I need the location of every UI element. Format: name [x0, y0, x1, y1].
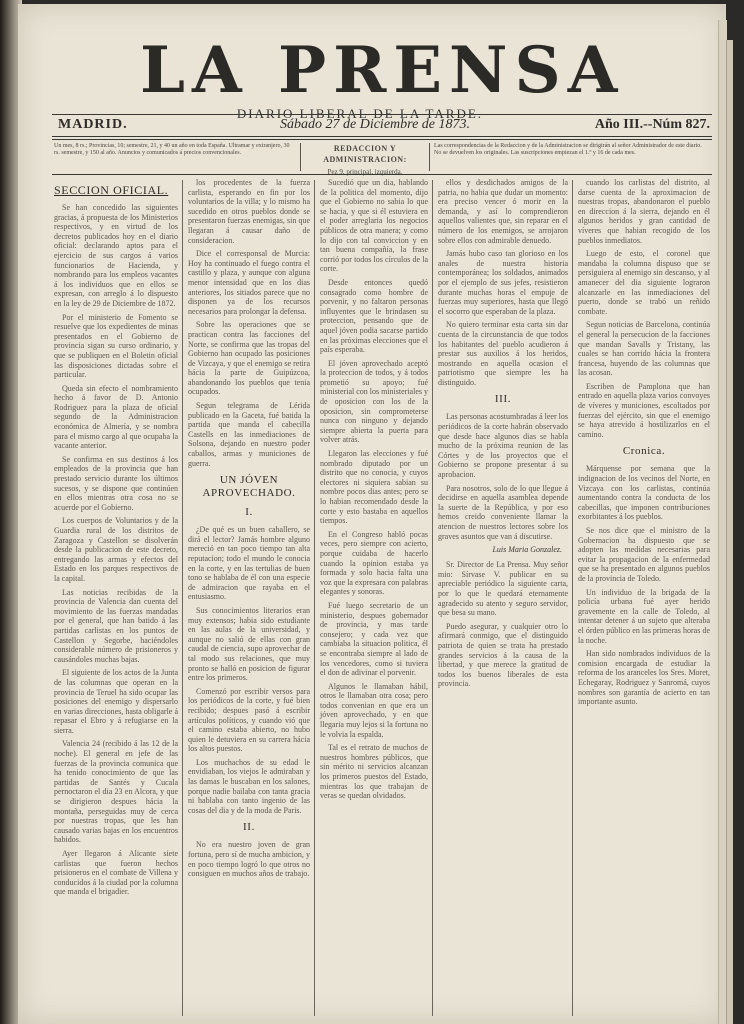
article-paragraph: Llegaron las elecciones y fué nombrado diputado por un distrito que no conocia, y cuyos electores ni siquiera sabian su nombre pocos dias antes; pero se lo habian recomendado desde la corte y esto bastaba en aquellos tiempos. [320, 449, 428, 526]
section-heading: I. [245, 506, 253, 519]
section-heading: II. [243, 821, 255, 834]
article-paragraph: Los cuerpos de Voluntarios y de la Guardia rural de los distritos de Zaragoza y Castellon se disolverán desde la publicacion de este decreto, entregando las armas y efectos del Estado en los parques respectivos de la capital. [54, 516, 178, 583]
article-paragraph: los procedentes de la fuerza carlista, esperando en fin por los voluntarios de la villa; y lo mismo ha sucedido en otros pueblos donde se presentaron fuerzas enemigas, sin que llegaran á causar daño de consideracion. [188, 178, 310, 245]
rule-middle [52, 136, 712, 137]
article-paragraph: Se nos dice que el ministro de la Gobernacion ha dispuesto que se adopten las medidas necesarias para evitar la propagacion de la enfermedad que se ha presentado en algunos pueblos de la provincia de Toledo. [578, 526, 710, 583]
article-paragraph: Sr. Director de La Prensa. Muy señor mio: Sírvase V. publicar en su apreciable periódico la siguiente carta, por lo que le quedará eternamente agradecido su atento y seguro servidor, que besa su mano. [438, 560, 568, 618]
article-paragraph: Las personas acostumbradas á leer los periódicos de la corte habrán observado que desde hace algunos dias se habla mucho de la próxima reunion de las Córtes y de los proyectos que el Gobierno se propone presentar á su aprobacion. [438, 412, 568, 480]
article-paragraph: Los muchachos de su edad le envidiaban, los viejos le admiraban y las damas le buscaban en los salones, porque nadie bailaba con tanta gracia ni hablaba con tanto ingenio de las cosas del dia y de la moda de Paris. [188, 757, 310, 815]
rule-bottom [52, 174, 712, 175]
article-paragraph: Luego de esto, el coronel que mandaba la columna dispuso que se persiguiera al enemigo sin descanso, y al amanecer del dia siguiente lograron alcanzarle en las inmediaciones del puerto, donde se trabó un reñido combate. [578, 249, 710, 316]
article-paragraph: Desde entonces quedó consagrado como hombre de porvenir, y no faltaron personas influyentes que le brindasen su proteccion, pensando que de aquel jóven podia sacarse partido en las próximas elecciones que el país esperaba. [320, 277, 428, 355]
page-edges-back [726, 40, 733, 1024]
article-paragraph: El jóven aprovechado aceptó la proteccion de todos, y á todos prometió su apoyo; fué ministerial con los ministeriales y de oposicion con los de la oposicion, sin comprometerse nunca con ninguno y dejando siempre abierta la puerta para volver atrás. [320, 358, 428, 445]
article-paragraph: No quiero terminar esta carta sin dar cuenta de la circunstancia de que todos los habitantes del pueblo acudieron á prestar sus auxilios á los heridos, mostrando en aquella ocasion el patriotismo que siempre les ha distinguido. [438, 320, 568, 387]
article-paragraph: ¿De qué es un buen caballero, se dirá el lector? Jamás hombre alguno mereció en tan poco tiempo tan alta reputacion; todo el mundo le conocia en la corte, y en las tertulias de buen tono se hablaba de él con una especie de admiracion que rayaba en el entusiasmo. [188, 525, 310, 602]
article-paragraph: Sucedió que un dia, hablando de la politica del momento, dijo que el Gobierno no sabia lo que se hacia, y que si él estuviera en el poder arreglaria los negocios públicos de otra manera; y como lo dijo con tal conviccion y en tan buena compañía, la frase corrió por todos los círculos de la corte. [320, 178, 428, 274]
section-heading: UN JÓVEN APROVECHADO. [202, 474, 296, 500]
article-paragraph: Comenzó por escribir versos para los periódicos de la corte, y fué bien recibido; despues pasó á escribir artículos políticos, y cuando vió que el camino estaba abierto, no hubo quien le detuviera en su carrera hácia los altos puestos. [188, 686, 310, 754]
column-2 [188, 178, 310, 1018]
column-separator [432, 180, 433, 1016]
article-paragraph: Se han concedido las siguientes gracias, á propuesta de los Ministerios respectivos, y en virtud de los decretos publicados hoy en el diario oficial: declarando aptos para el ejercicio de sus cargos á varios funcionarios de Hacienda, y nombrando para los empleos vacantes á los individuos que en ellos se expresan, con arreglo á lo dispuesto en la ley de 29 de Diciembre de 1872. [54, 203, 178, 308]
article-paragraph: Segun noticias de Barcelona, continúa el general la persecucion de la facciones que mandan Savalls y Tristany, las cuales se han corrido hácia la frontera francesa, huyendo de las columnas que las acosan. [578, 320, 710, 378]
office-title: REDACCION Y ADMINISTRACION: [323, 144, 407, 164]
column-5 [578, 178, 710, 1018]
column-3 [320, 178, 428, 1018]
city: MADRID. [58, 117, 128, 132]
column-1 [54, 178, 178, 1018]
article-paragraph: Sus conocimientos literarios eran muy extensos; habia sido estudiante en las aulas de la universidad, y aunque no salió de ellas con gran caudal de ciencia, supo aprovechar de tal modo sus relaciones, que muy pronto se halló en posicion de figurar entre los primeros. [188, 605, 310, 683]
article-paragraph: cuando los carlistas del distrito, al darse cuenta de la aproximacion de nuestras tropas, abandonaron el pueblo en direccion á la sierra, dejando en él algunos heridos y gran cantidad de víveres que habian recogido de los pueblos inmediatos. [578, 178, 710, 245]
article-paragraph: Han sido nombrados individuos de la comision encargada de estudiar la reforma de los aranceles los Sres. Moret, Echegaray, Rodriguez y Sanromá, cuyos nombres son garantía de acierto en tan importante asunto. [578, 649, 710, 707]
column-separator [314, 180, 315, 1016]
article-paragraph: Algunos le llamaban hábil, otros le llamaban otra cosa; pero todos convenian en que era un jóven aprovechado, y en que llegaria muy lejos si la fortuna no le volvia la espalda. [320, 681, 428, 739]
article-paragraph: Dice el corresponsal de Murcia: Hoy ha continuado el fuego contra el castillo y plaza, y aunque con alguna menor intensidad que en los dias anteriores, los sitiados parece que no disponen ya de los recursos necesarios para prolongar la defensa. [188, 249, 310, 316]
column-separator [572, 180, 573, 1016]
article-paragraph: Fué luego secretario de un ministerio, despues gobernador de provincia, y mas tarde consejero; y cada vez que cambiaba la situacion politica, él se encontraba siempre al lado de los vencedores, como si tuviera el don de adivinar el porvenir. [320, 600, 428, 678]
article-paragraph: Segun telegrama de Lérida publicado en la Gaceta, fué batida la partida que manda el cabecilla Castells en las inmediaciones de Solsona, dejando en nuestro poder caballos, armas y municiones de guerra. [188, 401, 310, 468]
article-paragraph: Para nosotros, solo de lo que llegue á decidirse en aquella asamblea depende la suerte de la República, y por eso hemos creido conveniente llamar la atencion de nuestros lectores sobre los graves asuntos que van á discutirse. [438, 483, 568, 541]
issue-date: Sábado 27 de Diciembre de 1873. [280, 117, 470, 132]
masthead-subtitle: DIARIO LIBERAL DE LA TARDE. [236, 106, 484, 121]
article-paragraph: No era nuestro joven de gran fortuna, pero sí de mucha ambicion, y en poco tiempo logró lo que otros no consiguen en muchos años de trabajo. [188, 840, 310, 879]
article-paragraph: Valencia 24 (recibido á las 12 de la noche). El general en jefe de las fuerzas de la provincia comunica que ha tenido conocimiento de que las partidas de Santés y Cucala pernoctaron el dia 23 en Alcora, y que se dirigieron despues hácia la montaña, perseguidas muy de cerca por nuestras tropas, que les han causado varias bajas en los encuentros habidos. [54, 739, 178, 845]
article-paragraph: Se confirma en sus destinos á los empleados de la provincia que han prestado servicio durante los últimos sucesos, y se dispone que continúen en ellos mientras otra cosa no se acuerde por el Gobierno. [54, 454, 178, 512]
article-paragraph: Un individuo de la brigada de la policía urbana fué ayer herido gravemente en la calle de Toledo, al intentar detener á un sujeto que alteraba el órden público en las primeras horas de la noche. [578, 587, 710, 645]
rule-top [52, 114, 712, 115]
office-info [300, 143, 430, 176]
section-heading: III. [494, 393, 512, 406]
article-paragraph: Jamás hubo caso tan glorioso en los anales de nuestra historia contemporánea; los soldados, animados por el ejemplo de sus jefes, resistieron durante muchas horas el empuje de fuerzas muy superiores, hasta que llegó el socorro que esperaban de la plaza. [438, 249, 568, 316]
article-paragraph: Escriben de Pamplona que han entrado en aquella plaza varios convoyes de víveres y municiones, escoltados por fuerzas del ejército, sin que el enemigo se haya atrevido á hostilizarlos en el camino. [578, 381, 710, 439]
section-heading: SECCION OFICIAL. [54, 183, 169, 197]
article-paragraph: El siguiente de los actos de la Junta de las columnas que operan en la provincia de Teruel ha sido ocupar las posiciones del enemigo y dispersarlo en varias direcciones, hasta obligarle á repasar el Ebro y á refugiarse en la sierra. [54, 668, 178, 735]
article-paragraph: Sobre las operaciones que se practican contra las facciones del Norte, se confirma que las tropas del Gobierno han ocupado las posiciones de Vizcaya, y que el enemigo se retira hácia la parte de Guipúzcoa, abandonando los pueblos que tenia ocupados. [188, 320, 310, 397]
section-heading: Cronica. [622, 445, 666, 458]
column-separator [182, 180, 183, 1016]
masthead-title: LA PRENSA [140, 33, 625, 108]
author-signature: Luis Maria Gonzalez. [492, 545, 562, 555]
subscription-info: Un mes, 8 rs.; Provincias, 10; semestre, 21, y 40 un año en toda España. Ultramar y extranjero, 30 rs. semestre, y 150 al año. Anuncios y comunicados á precios convencionales. [54, 143, 290, 156]
article-paragraph: Por el ministerio de Fomento se resuelve que los expedientes de minas presentados en el Gobierno de provincia sigan su curso ordinario, y que se publiquen en el Boletin oficial las disposiciones dictadas sobre el particular. [54, 312, 178, 380]
article-paragraph: En el Congreso habló pocas veces, pero siempre con acierto, porque cuidaba de hacerlo cuando la opinion estaba ya formada y solo hacia falta una voz que la expresara con palabras elegantes y sonoras. [320, 529, 428, 597]
article-paragraph: Ayer llegaron á Alicante siete carlistas que fueron hechos prisioneros en el combate de Villena y conducidos á la ciudad por la columna que manda el brigadier. [54, 849, 178, 897]
article-paragraph: Las noticias recibidas de la provincia de Valencia dan cuenta del movimiento de las fuerzas mandadas por el general, que han batido á las partidas carlistas en los puntos de Castellon y Segorbe, haciéndoles considerable número de prisioneros y causándoles muchas bajas. [54, 587, 178, 664]
article-paragraph: Tal es el retrato de muchos de nuestros hombres públicos, que sin mérito ni servicios alcanzan los primeros puestos del Estado, mientras los que trabajan de veras se quedan olvidados. [320, 743, 428, 801]
article-paragraph: ellos y desdichados amigos de la patria, no habia que dudar un momento: era preciso vencer ó morir en la demanda, y así lo comprendieron aquellos valientes que, sin reparar en el número de los enemigos, se arrojaron sobre ellos con admirable denuedo. [438, 178, 568, 245]
issue-number: Año III.--Núm 827. [594, 117, 710, 132]
article-paragraph: Puedo asegurar, y cualquier otro lo afirmará conmigo, que el distinguido patriota de quien se trata ha prestado grandes servicios á la causa de la libertad, y que merece la gratitud de todos los buenos liberales de esta provincia. [438, 621, 568, 689]
rule-middle-double [52, 139, 712, 140]
correspondence-info: Las correspondencias de la Redaccion y de la Administracion se dirigirán al señor Administrador de este diario. No se devuelven los originales. Las suscripciones empiezan el 1.º y 16 de cada mes. [434, 143, 702, 156]
office-address: Pez 9, principal, izquierda. [327, 168, 403, 176]
column-4 [438, 178, 568, 1018]
article-paragraph: Queda sin efecto el nombramiento hecho á favor de D. Antonio Rodriguez para la plaza de oficial segundo de la Administracion económica de Almería, y se nombra para el mismo cargo al que ocupaba la vacante anterior. [54, 383, 178, 451]
article-paragraph: Márquense por semana que la indignacion de los vecinos del Norte, en Vizcaya con los carlistas, continúa aumentando contra la conducta de los cabecillas, que imponen contribuciones exorbitantes á los pueblos. [578, 464, 710, 522]
